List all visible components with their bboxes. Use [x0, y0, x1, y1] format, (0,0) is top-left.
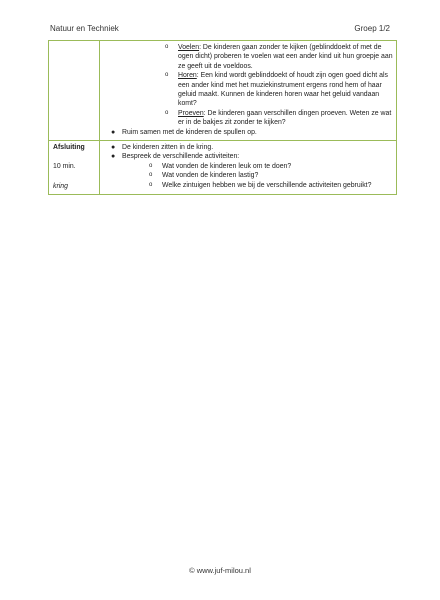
- list-item-question: [149, 171, 393, 180]
- kring-text: De kinderen zitten in de kring.: [122, 144, 214, 152]
- dot-bullet-icon: ●: [111, 153, 116, 161]
- header-subject: Natuur en Techniek: [50, 24, 119, 33]
- page-footer: © www.juf-milou.nl: [189, 566, 251, 575]
- circle-bullet-icon: o: [165, 44, 169, 50]
- list-item-proeven: [165, 109, 393, 128]
- list-item-bespreek: [111, 152, 393, 190]
- table-row-afsluiting: [49, 141, 397, 195]
- afsluiting-list: [104, 143, 393, 190]
- list-item-question: [149, 162, 393, 171]
- row-label-form: kring: [53, 182, 68, 190]
- activities-cell: [100, 41, 397, 141]
- question-text: Wat vonden de kinderen leuk om te doen?: [162, 162, 292, 170]
- lesson-table: [48, 40, 397, 195]
- term-proeven: Proeven: [178, 109, 204, 117]
- circle-bullet-icon: o: [149, 162, 153, 169]
- list-item-voelen: [165, 43, 393, 71]
- row-label-cell: [49, 141, 100, 195]
- term-horen: Horen: [178, 72, 197, 80]
- page-header: [50, 24, 390, 33]
- question-text: Wat vonden de kinderen lastig?: [162, 172, 259, 180]
- row-label-title: Afsluiting: [53, 144, 85, 152]
- row-label-time: 10 min.: [53, 163, 76, 171]
- list-item-question: [149, 181, 393, 190]
- circle-bullet-icon: o: [165, 72, 169, 79]
- senses-list: [104, 43, 393, 128]
- header-group: Groep 1/2: [354, 24, 390, 33]
- circle-bullet-icon: o: [165, 109, 169, 116]
- bespreek-text: Bespreek de verschillende activiteiten:: [122, 153, 240, 161]
- dot-bullet-icon: ●: [111, 128, 116, 136]
- row-label-cell-empty: [49, 41, 100, 141]
- term-voelen: Voelen: [178, 44, 200, 51]
- text-voelen: : De kinderen gaan zonder te kijken (geblinddoekt of met de ogen dicht) proberen te voelen wat een ander kind uit hun groepje aan ze geeft uit de voeldoos.: [178, 44, 393, 70]
- dot-bullet-icon: ●: [111, 144, 116, 152]
- table-row-activities: [49, 41, 397, 141]
- cleanup-list: [104, 128, 393, 137]
- circle-bullet-icon: o: [149, 181, 153, 188]
- afsluiting-cell: [100, 141, 397, 195]
- list-item-horen: [165, 71, 393, 109]
- question-text: Welke zintuigen hebben we bij de verschillende activiteiten gebruikt?: [162, 181, 372, 189]
- text-proeven: : De kinderen gaan verschillen dingen proeven. Weten ze wat er in de bakjes zit zonder te kijken?: [178, 109, 392, 127]
- questions-list: [122, 162, 393, 190]
- list-item-kring: [111, 143, 393, 152]
- cleanup-text: Ruim samen met de kinderen de spullen op.: [122, 128, 257, 136]
- list-item-cleanup: [111, 128, 393, 137]
- circle-bullet-icon: o: [149, 172, 153, 179]
- text-horen: : Een kind wordt geblinddoekt of houdt zijn ogen goed dicht als een ander kind met het muziekinstrument ergens rond hem of haar geluid maakt. Kunnen de kinderen horen waar het geluid vandaan komt?: [178, 72, 388, 108]
